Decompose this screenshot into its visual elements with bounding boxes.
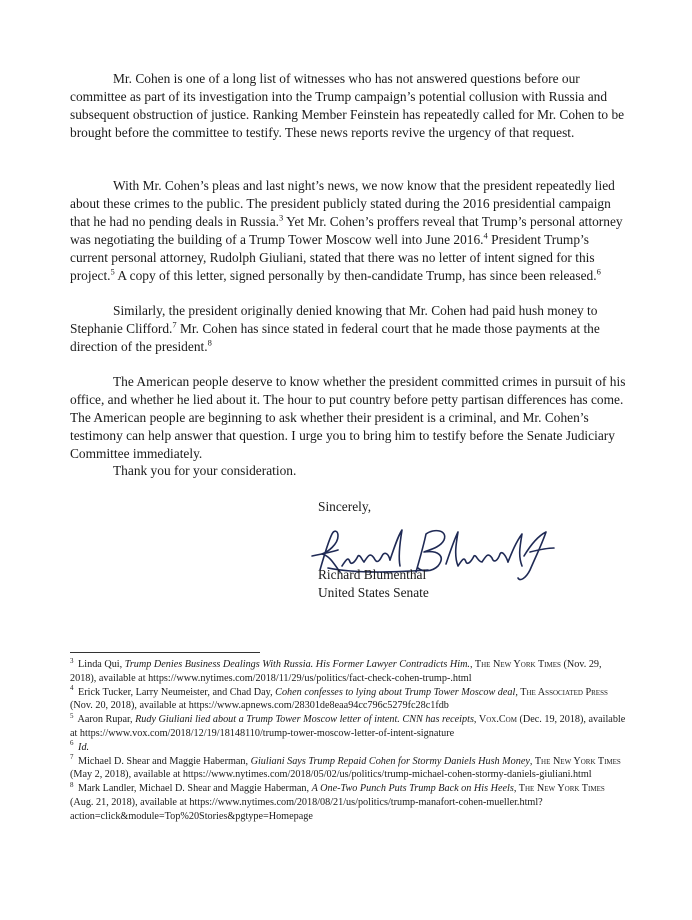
paragraph-text	[70, 462, 626, 480]
text-run: Yet Mr. Cohen’s proffers reveal that Trump’s personal attorney was negotiating the building of a Trump Tower Moscow well into June 2016.	[70, 214, 623, 247]
text-run: (Nov. 20, 2018), available at https://www.apnews.com/28301de8eaa94cc796c5279fc28c1fdb	[70, 700, 449, 712]
text-run: P	[582, 686, 592, 698]
paragraph-text	[70, 70, 626, 142]
text-run: T	[595, 755, 605, 767]
small-caps-text: ew	[560, 755, 572, 767]
text-run: A	[535, 686, 546, 698]
text-run: Mark Landler, Michael D. Shear and Maggie Haberman,	[78, 783, 312, 795]
letter-paragraph-1	[70, 70, 626, 142]
text-run: , V	[473, 714, 487, 726]
letter-paragraph-5	[70, 462, 626, 480]
text-run: N	[534, 783, 545, 795]
small-caps-text: ork	[564, 783, 580, 795]
paragraph-text	[70, 177, 626, 285]
footnote	[70, 713, 630, 741]
letter-paragraph-4	[70, 373, 626, 463]
text-run: With Mr. Cohen’s pleas and last night’s news, we now know that the president repeatedly lied about these crimes to the public. The president publicly stated during the 2016 presidential campaign that he had no pending deals in Russia.	[70, 178, 615, 229]
footnote-divider	[70, 652, 260, 653]
text-run: A copy of this letter, signed personally by then-candidate Trump, has since been released.	[114, 268, 597, 283]
footnote	[70, 658, 630, 686]
signer-name: Richard Blumenthal	[318, 567, 427, 582]
text-run: The American people deserve to know whether the president committed crimes in pursuit of his office, and whether he lied about it. The hour to put country before petty partisan differences has come. The American people are beginning to ask whether their president is a criminal, and Mr. Cohen’s testimony can help answer that question. I urge you to bring him to testify before the Senate Judiciary Committee immediately.	[70, 374, 626, 461]
text-run: Y	[571, 755, 581, 767]
footnote-number: 4	[70, 684, 74, 693]
small-caps-text: ew	[544, 783, 556, 795]
text-run: T	[535, 659, 545, 670]
italic-text: Rudy Giuliani lied about a Trump Tower Moscow letter of intent. CNN has receipts	[135, 714, 474, 726]
italic-text: Giuliani Says Trump Repaid Cohen for Stormy Daniels Hush Money	[250, 755, 530, 767]
footnote	[70, 741, 630, 755]
small-caps-text: he	[524, 783, 535, 795]
letter-paragraph-3	[70, 302, 626, 356]
signer-title: United States Senate	[318, 585, 429, 600]
text-run: Mr. Cohen is one of a long list of witnesses who has not answered questions before our committee as part of its investigation into the Trump campaign’s potential collusion with Russia and subsequent obstruction of justice. Ranking Member Feinstein has repeatedly called for Mr. Cohen to be brought before the committee to testify. These news reports revive the urgency of that request.	[70, 71, 625, 140]
small-caps-text: imes	[544, 659, 561, 670]
text-run: (Aug. 21, 2018), available at https://www.nytimes.com/2018/08/21/us/politics/trump-manafort-cohen-mueller.html?action=click&module=Top%20Stories&pgtype=Homepage	[70, 796, 543, 822]
paragraph-text	[70, 373, 626, 463]
italic-text: A One-Two Punch Puts Trump Back on His Heels	[311, 783, 514, 795]
footnote-reference: 6	[596, 266, 601, 277]
text-run: Erick Tucker, Larry Neumeister, and Chad Day,	[78, 686, 276, 698]
small-caps-text: ork	[580, 755, 596, 767]
footnote-reference: 4	[483, 230, 488, 241]
small-caps-text: he	[526, 686, 536, 698]
footnote	[70, 755, 630, 783]
text-run: President Trump’s current personal attorney, Rudolph Giuliani, stated that there was no letter of intent signed for this project.	[70, 232, 595, 283]
text-run: (May 2, 2018), available at https://www.nytimes.com/2018/05/02/us/politics/trump-michael-cohen-stormy-daniels-giuliani.html	[70, 769, 592, 781]
small-caps-text: ress	[591, 686, 608, 698]
footnote-number: 5	[70, 711, 74, 720]
text-run: Michael D. Shear and Maggie Haberman,	[78, 755, 251, 767]
footnote-reference: 3	[279, 212, 284, 223]
paragraph-text	[70, 302, 626, 356]
footnote-number: 8	[70, 780, 74, 789]
text-run: , T	[469, 659, 482, 670]
footnote-reference: 7	[172, 319, 177, 330]
small-caps-text: imes	[588, 783, 605, 795]
footnote-reference: 5	[110, 266, 115, 277]
small-caps-text: ork	[520, 659, 536, 670]
closing-salutation: Sincerely,	[318, 499, 372, 514]
italic-text: Cohen confesses to lying about Trump Tower Moscow deal	[275, 686, 516, 698]
text-run: T	[579, 783, 589, 795]
text-run: , T	[529, 755, 542, 767]
text-run: (Dec. 19, 2018), available at https://www.vox.com/2018/12/19/18148110/trump-tower-moscow-letter-of-intent-signature	[70, 714, 626, 739]
text-run: Thank you for your consideration.	[113, 463, 297, 478]
small-caps-text: he	[481, 659, 491, 670]
small-caps-text: imes	[604, 755, 621, 767]
letter-paragraph-2	[70, 177, 626, 285]
text-run: Mr. Cohen has since stated in federal court that he made those payments at the direction of the president.	[70, 321, 600, 354]
text-run: N	[490, 659, 501, 670]
footnotes-section	[70, 658, 630, 824]
footnote-reference: 8	[207, 337, 212, 348]
text-run: Y	[511, 659, 521, 670]
footnote-number: 6	[70, 739, 74, 748]
text-run: N	[550, 755, 561, 767]
small-caps-text: ew	[500, 659, 512, 670]
text-run: Aaron Rupar,	[77, 714, 136, 726]
text-run: Similarly, the president originally denied knowing that Mr. Cohen had paid hush money to Stephanie Clifford.	[70, 303, 598, 336]
text-run: Y	[555, 783, 565, 795]
small-caps-text: ox	[486, 714, 497, 726]
small-caps-text: om	[505, 714, 517, 726]
text-run: .C	[496, 714, 506, 726]
italic-text: Id.	[78, 741, 90, 753]
italic-text: Trump Denies Business Dealings With Russia. His Former Lawyer Contradicts Him.	[124, 659, 470, 670]
text-run: , T	[515, 686, 527, 698]
text-run: (Nov. 29, 2018), available at https://www.nytimes.com/2018/11/29/us/politics/fact-check-cohen-trump-.html	[70, 659, 602, 684]
footnote	[70, 686, 630, 714]
footnote-number: 3	[70, 656, 74, 665]
small-caps-text: he	[541, 755, 551, 767]
footnote-number: 7	[70, 753, 74, 762]
text-run: Linda Qui,	[78, 659, 125, 670]
text-run: , T	[513, 783, 525, 795]
signature-block	[318, 566, 429, 602]
footnote	[70, 782, 630, 823]
small-caps-text: ssociated	[545, 686, 583, 698]
